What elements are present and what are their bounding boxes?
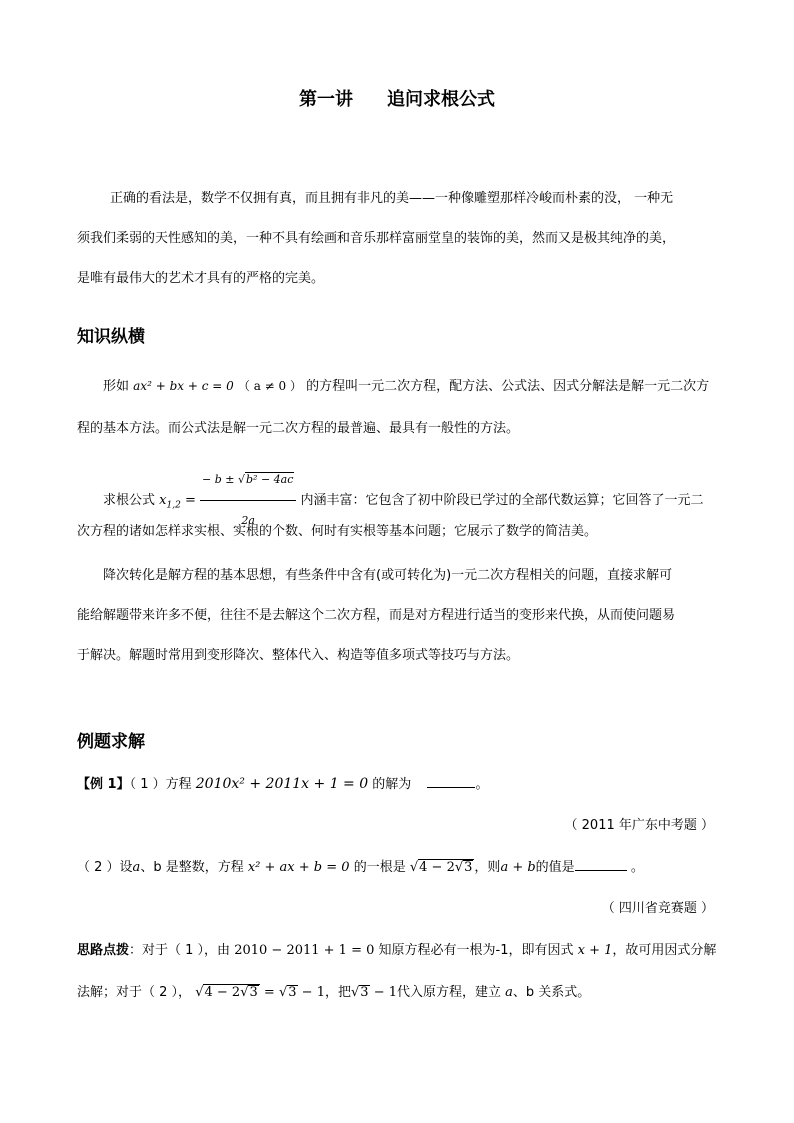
q2-prefix: （ 2 ）设 [77,860,133,875]
intro-line-3: 是唯有最伟大的艺术才具有的严格的完美。 [77,271,325,286]
q2-mid-3: ，则 [474,860,501,875]
hint2-text-d: 、b 关系式。 [512,985,591,1000]
knowledge-para-3-line-2: 能给解题带来许多不便，往往不是去解这个二次方程，而是对方程进行适当的变形来代换，从而使问题易 [77,608,676,623]
q1-suffix: 的解为 [372,777,412,792]
hint2-minus-one: − 1 [301,985,325,1000]
q2-mid-1: 、b 是整数，方程 [140,860,244,875]
title-topic: 追问求根公式 [387,89,495,110]
hint-equation: 2010 − 2011 + 1 = 0 [234,943,375,958]
intro-line-1: 正确的看法是，数学不仅拥有真，而且拥有非凡的美——一种像雕塑那样冷峻而朴素的没， 一种无 [110,191,674,206]
q2-var-a: a [132,860,141,875]
hint-line-1 [77,940,716,962]
root-formula-x: $x_{1,2}$ [159,493,181,511]
knowledge-para-1-line-1 [103,375,709,398]
q1-answer-blank [427,787,475,788]
root-formula-numerator: − b ± √b² − 4ac [200,460,296,501]
title-lecture: 第一讲 [299,89,353,110]
knowledge-para-2-line-2: 次方程的诸如怎样求实根、实根的个数、何时有实根等基本问题；它展示了数学的简洁美。 [77,524,598,539]
quadratic-equation: ax² + bx + c = 0 [133,379,234,393]
hint2-equals: = [263,985,275,1000]
p2-suffix: 内涵丰富：它包含了初中阶段已学过的全部代数运算；它回答了一元二 [300,493,704,508]
section-heading-examples: 例题求解 [77,732,145,752]
example-1-question-2 [77,857,644,879]
root-formula-eq: = [184,493,196,508]
hint-text-c: ，故可用因式分解 [612,943,717,958]
p2-prefix: 求根公式 [103,493,156,508]
q2-source: （ 四川省竞赛题 ） [601,901,714,916]
q2-answer-blank [575,870,627,871]
hint-factor: x + 1 [577,943,613,958]
root-formula-denominator: 2a [241,514,255,527]
q1-prefix: （ 1 ）方程 [129,777,192,792]
q2-a-plus-b: a + b [500,860,536,875]
hint-line-2 [77,982,590,1004]
hint2-text-c: 代入原方程，建立 [397,985,502,1000]
example-1-label: 【例 1】 [77,777,130,792]
hint2-var-a: a [505,985,513,1000]
page-title [0,85,794,111]
hint2-sqrt3: √3 [278,985,297,1000]
q2-mid-2: 的一根是 [353,860,406,875]
knowledge-para-3-line-1: 降次转化是解方程的基本思想，有些条件中含有(或可转化为)一元二次方程相关的问题，直接求解可 [103,568,673,583]
hint2-text-b: ，把 [324,985,351,1000]
q2-end: 。 [630,860,644,875]
hint-text-a: ：对于（ 1 ），由 [129,943,231,958]
hint-text-b: 知原方程必有一根为-1，即有因式 [378,943,574,958]
q2-root: √4 − 2√3 [409,860,473,875]
hint2-text-a: 法解；对于（ 2 ）， [77,985,192,1000]
p1-prefix: 形如 [103,379,130,394]
q1-end: 。 [475,777,489,792]
example-1-question-1 [77,773,488,796]
section-heading-knowledge: 知识纵横 [77,327,145,347]
q1-source: （ 2011 年广东中考题 ） [564,818,714,833]
q2-equation: x² + ax + b = 0 [247,860,350,875]
p1-suffix: 的方程叫一元二次方程，配方法、公式法、因式分解法是解一元二次方 [306,379,710,394]
knowledge-para-1-line-2: 程的基本方法。而公式法是解一元二次方程的最普遍、最具有一般性的方法。 [77,421,520,436]
q2-suffix: 的值是 [535,860,575,875]
hint2-sqrt3-b: √3 [350,985,369,1000]
nonzero-condition: （ a ≠ 0 ） [237,379,302,393]
q1-equation: 2010x² + 2011x + 1 = 0 [195,776,369,792]
intro-line-2: 须我们柔弱的天性感知的美，一种不具有绘画和音乐那样富丽堂皇的装饰的美，然而又是极其纯净的美， [77,231,676,246]
hint-label: 思路点拨 [77,943,130,958]
knowledge-para-3-line-3: 于解决。解题时常用到变形降次、整体代入、构造等值多项式等技巧与方法。 [77,648,520,663]
hint2-minus-one-b: − 1 [373,985,397,1000]
hint2-radical: √4 − 2√3 [195,985,258,1000]
